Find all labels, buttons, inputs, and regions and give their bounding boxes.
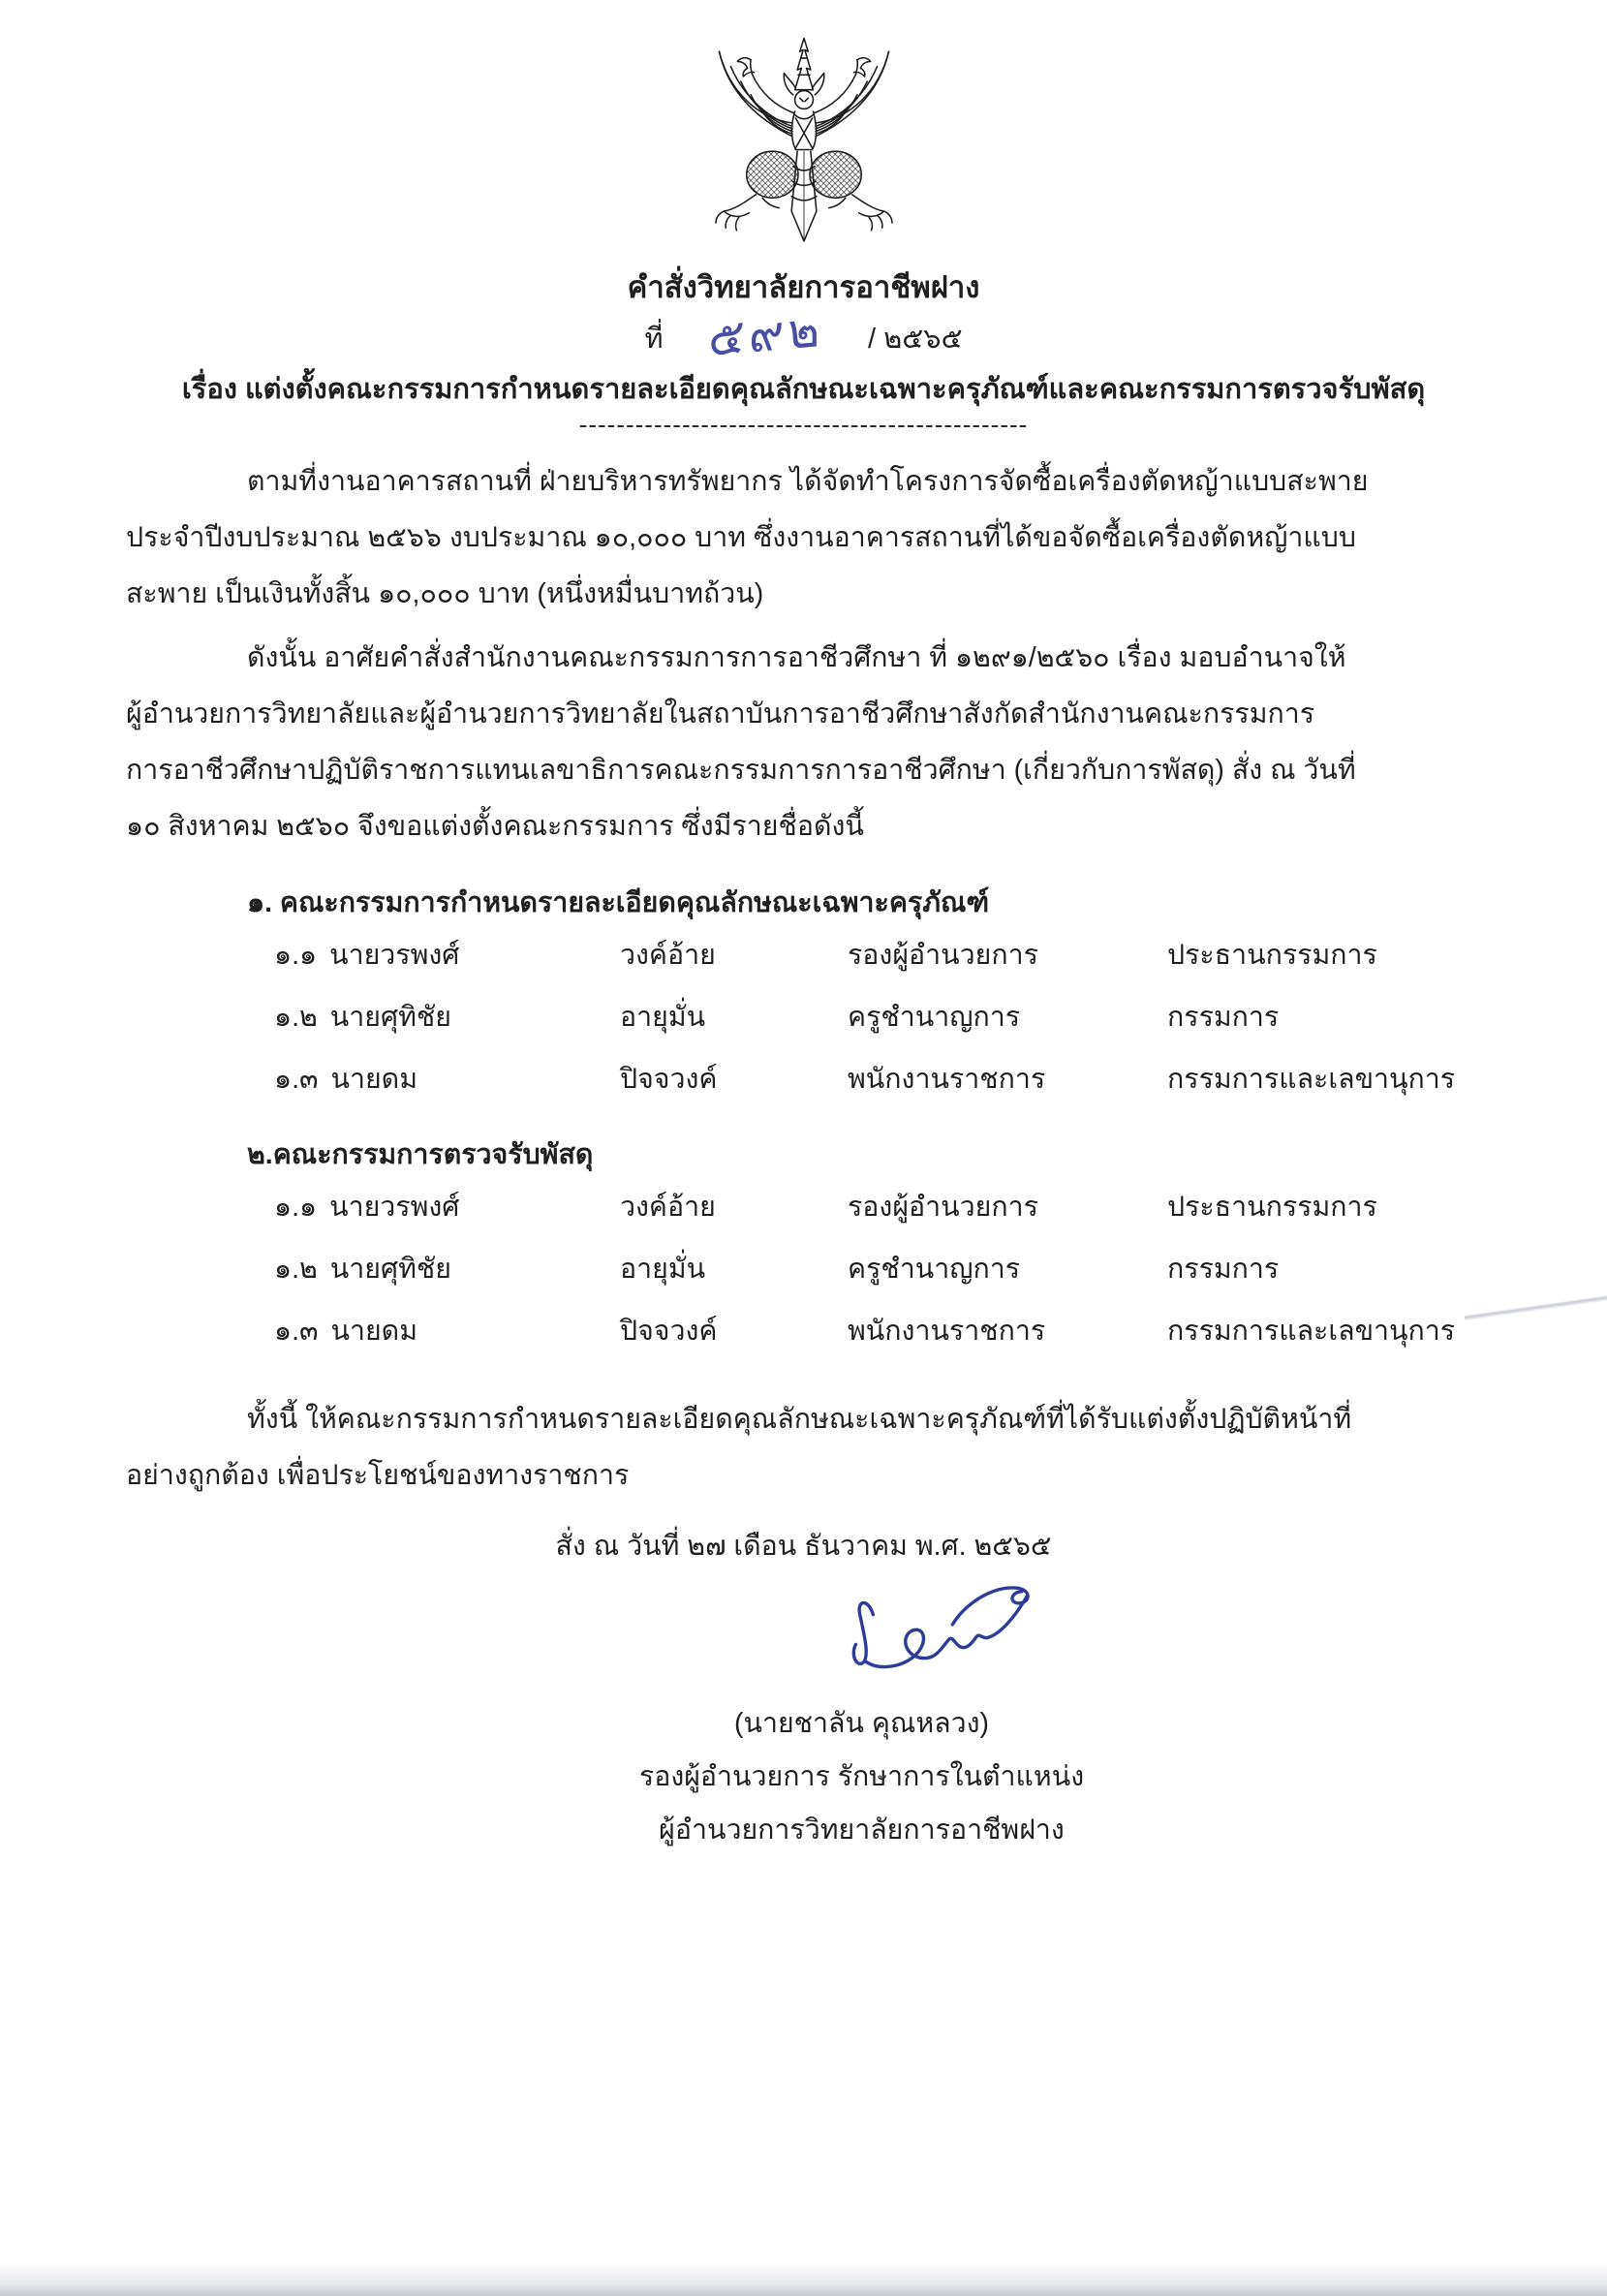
bottom-scan-shadow — [0, 2263, 1607, 2296]
order-title: คำสั่งวิทยาลัยการอาชีพฝาง — [627, 270, 980, 304]
member-role: กรรมการ — [1167, 1254, 1280, 1285]
member-no: ๑.๓ — [274, 1316, 319, 1347]
member-name: นายศุทิชัย — [329, 1002, 451, 1033]
committee-section-1 — [126, 882, 1481, 1110]
member-name: นายศุทิชัย — [329, 1254, 451, 1285]
emblem-wrap — [704, 35, 904, 267]
member-surname: วงค์อ้าย — [620, 940, 716, 971]
scan-artifact-line — [1465, 1294, 1607, 1321]
member-surname: วงค์อ้าย — [620, 1192, 716, 1223]
member-name: นายวรพงศ์ — [329, 940, 460, 971]
committee-heading: ๑. คณะกรรมการกำหนดรายละเอียดคุณลักษณะเฉพาะครุภัณฑ์ — [247, 887, 990, 918]
member-role: ประธานกรรมการ — [1167, 1192, 1377, 1223]
signature-ink-icon — [814, 1573, 1095, 1697]
garuda-national-emblem-icon — [704, 35, 904, 276]
signer-position-line-2: ผู้อำนวยการวิทยาลัยการอาชีพฝาง — [659, 1815, 1065, 1846]
member-surname: ปิจจวงค์ — [620, 1064, 718, 1095]
member-name: นายวรพงศ์ — [329, 1192, 460, 1223]
member-surname: อายุมั่น — [620, 1254, 706, 1285]
committee-member-row — [274, 924, 1481, 986]
member-position: รองผู้อำนวยการ — [848, 940, 1038, 971]
paragraph-line: สะพาย เป็นเงินทั้งสิ้น ๑๐,๐๐๐ บาท (หนึ่งหมื่นบาทถ้วน) — [126, 578, 764, 609]
closing-paragraph — [126, 1391, 1481, 1504]
member-name-cell — [274, 1176, 620, 1238]
committee-member-row — [274, 1238, 1481, 1300]
divider-dashes: ------------------------------------------------ — [578, 410, 1029, 439]
member-role: ประธานกรรมการ — [1167, 940, 1377, 971]
member-name-cell — [274, 924, 620, 986]
member-role: กรรมการ — [1167, 1002, 1280, 1033]
signer-position-line-1: รองผู้อำนวยการ รักษาการในตำแหน่ง — [638, 1761, 1085, 1792]
member-no: ๑.๑ — [274, 940, 318, 971]
paragraph-background — [126, 453, 1481, 622]
paragraph-line: การอาชีวศึกษาปฏิบัติราชการแทนเลขาธิการคณะกรรมการการอาชีวศึกษา (เกี่ยวกับการพัสดุ) สั่ง ณ วันที่ — [126, 755, 1356, 786]
paragraph-line: ตามที่งานอาคารสถานที่ ฝ่ายบริหารทรัพยากร ได้จัดทำโครงการจัดซื้อเครื่องตัดหญ้าแบบสะพาย — [247, 466, 1369, 497]
member-surname: อายุมั่น — [620, 1002, 706, 1033]
committee-section-2 — [126, 1133, 1481, 1362]
member-no: ๑.๒ — [274, 1002, 318, 1033]
member-name-cell — [274, 1300, 620, 1362]
member-role: กรรมการและเลขานุการ — [1167, 1064, 1456, 1095]
order-date-line: สั่ง ณ วันที่ ๒๗ เดือน ธันวาคม พ.ศ. ๒๕๖๕ — [555, 1531, 1052, 1562]
member-name-cell — [274, 1238, 620, 1300]
committee-member-row — [274, 1176, 1481, 1238]
member-position: พนักงานราชการ — [848, 1316, 1046, 1347]
committee-heading: ๒.คณะกรรมการตรวจรับพัสดุ — [247, 1139, 594, 1170]
member-name: นายดม — [330, 1316, 417, 1347]
member-surname: ปิจจวงค์ — [620, 1316, 718, 1347]
member-name: นายดม — [330, 1064, 417, 1095]
committee-member-row — [274, 986, 1481, 1048]
member-name-cell — [274, 1048, 620, 1110]
member-no: ๑.๒ — [274, 1254, 318, 1285]
order-number-year: / ๒๕๖๕ — [868, 324, 963, 355]
member-position: พนักงานราชการ — [848, 1064, 1046, 1095]
order-number-handwritten: ๕๙๒ — [707, 301, 823, 367]
subject-line: เรื่อง แต่งตั้งคณะกรรมการกำหนดรายละเอียดคุณลักษณะเฉพาะครุภัณฑ์และคณะกรรมการตรวจรับพัสดุ — [181, 374, 1426, 405]
member-role: กรรมการและเลขานุการ — [1167, 1316, 1456, 1347]
paragraph-line: ดังนั้น อาศัยคำสั่งสำนักงานคณะกรรมการการอาชีวศึกษา ที่ ๑๒๙๑/๒๕๖๐ เรื่อง มอบอำนาจให้ — [247, 642, 1346, 673]
number-prefix-label: ที่ — [644, 324, 664, 355]
member-no: ๑.๓ — [274, 1064, 319, 1095]
paragraph-line: ทั้งนี้ ให้คณะกรรมการกำหนดรายละเอียดคุณลักษณะเฉพาะครุภัณฑ์ที่ได้รับแต่งตั้งปฏิบัติหน้าที่ — [247, 1404, 1352, 1435]
paragraph-line: ผู้อำนวยการวิทยาลัยและผู้อำนวยการวิทยาลัยในสถาบันการอาชีวศึกษาสังกัดสำนักงานคณะกรรมการ — [126, 698, 1315, 729]
paragraph-line: อย่างถูกต้อง เพื่อประโยชน์ของทางราชการ — [126, 1460, 630, 1491]
member-no: ๑.๑ — [274, 1192, 318, 1223]
committee-member-row — [274, 1048, 1481, 1110]
member-position: รองผู้อำนวยการ — [848, 1192, 1038, 1223]
member-position: ครูชำนาญการ — [848, 1002, 1021, 1033]
member-position: ครูชำนาญการ — [848, 1254, 1021, 1285]
member-name-cell — [274, 986, 620, 1048]
paragraph-line: ๑๐ สิงหาคม ๒๕๖๐ จึงขอแต่งตั้งคณะกรรมการ ซึ่งมีรายชื่อดังนี้ — [126, 811, 864, 842]
signer-name: (นายชาลัน คุณหลวง) — [733, 1708, 990, 1739]
committee-member-row — [274, 1300, 1481, 1362]
paragraph-authority — [126, 630, 1481, 854]
paragraph-line: ประจำปีงบประมาณ ๒๕๖๖ งบประมาณ ๑๐,๐๐๐ บาท ซึ่งงานอาคารสถานที่ได้ขอจัดซื้อเครื่องตัดหญ้าแบบ — [126, 522, 1356, 553]
signature-block — [562, 1573, 1162, 1857]
order-number-line — [126, 301, 1481, 370]
